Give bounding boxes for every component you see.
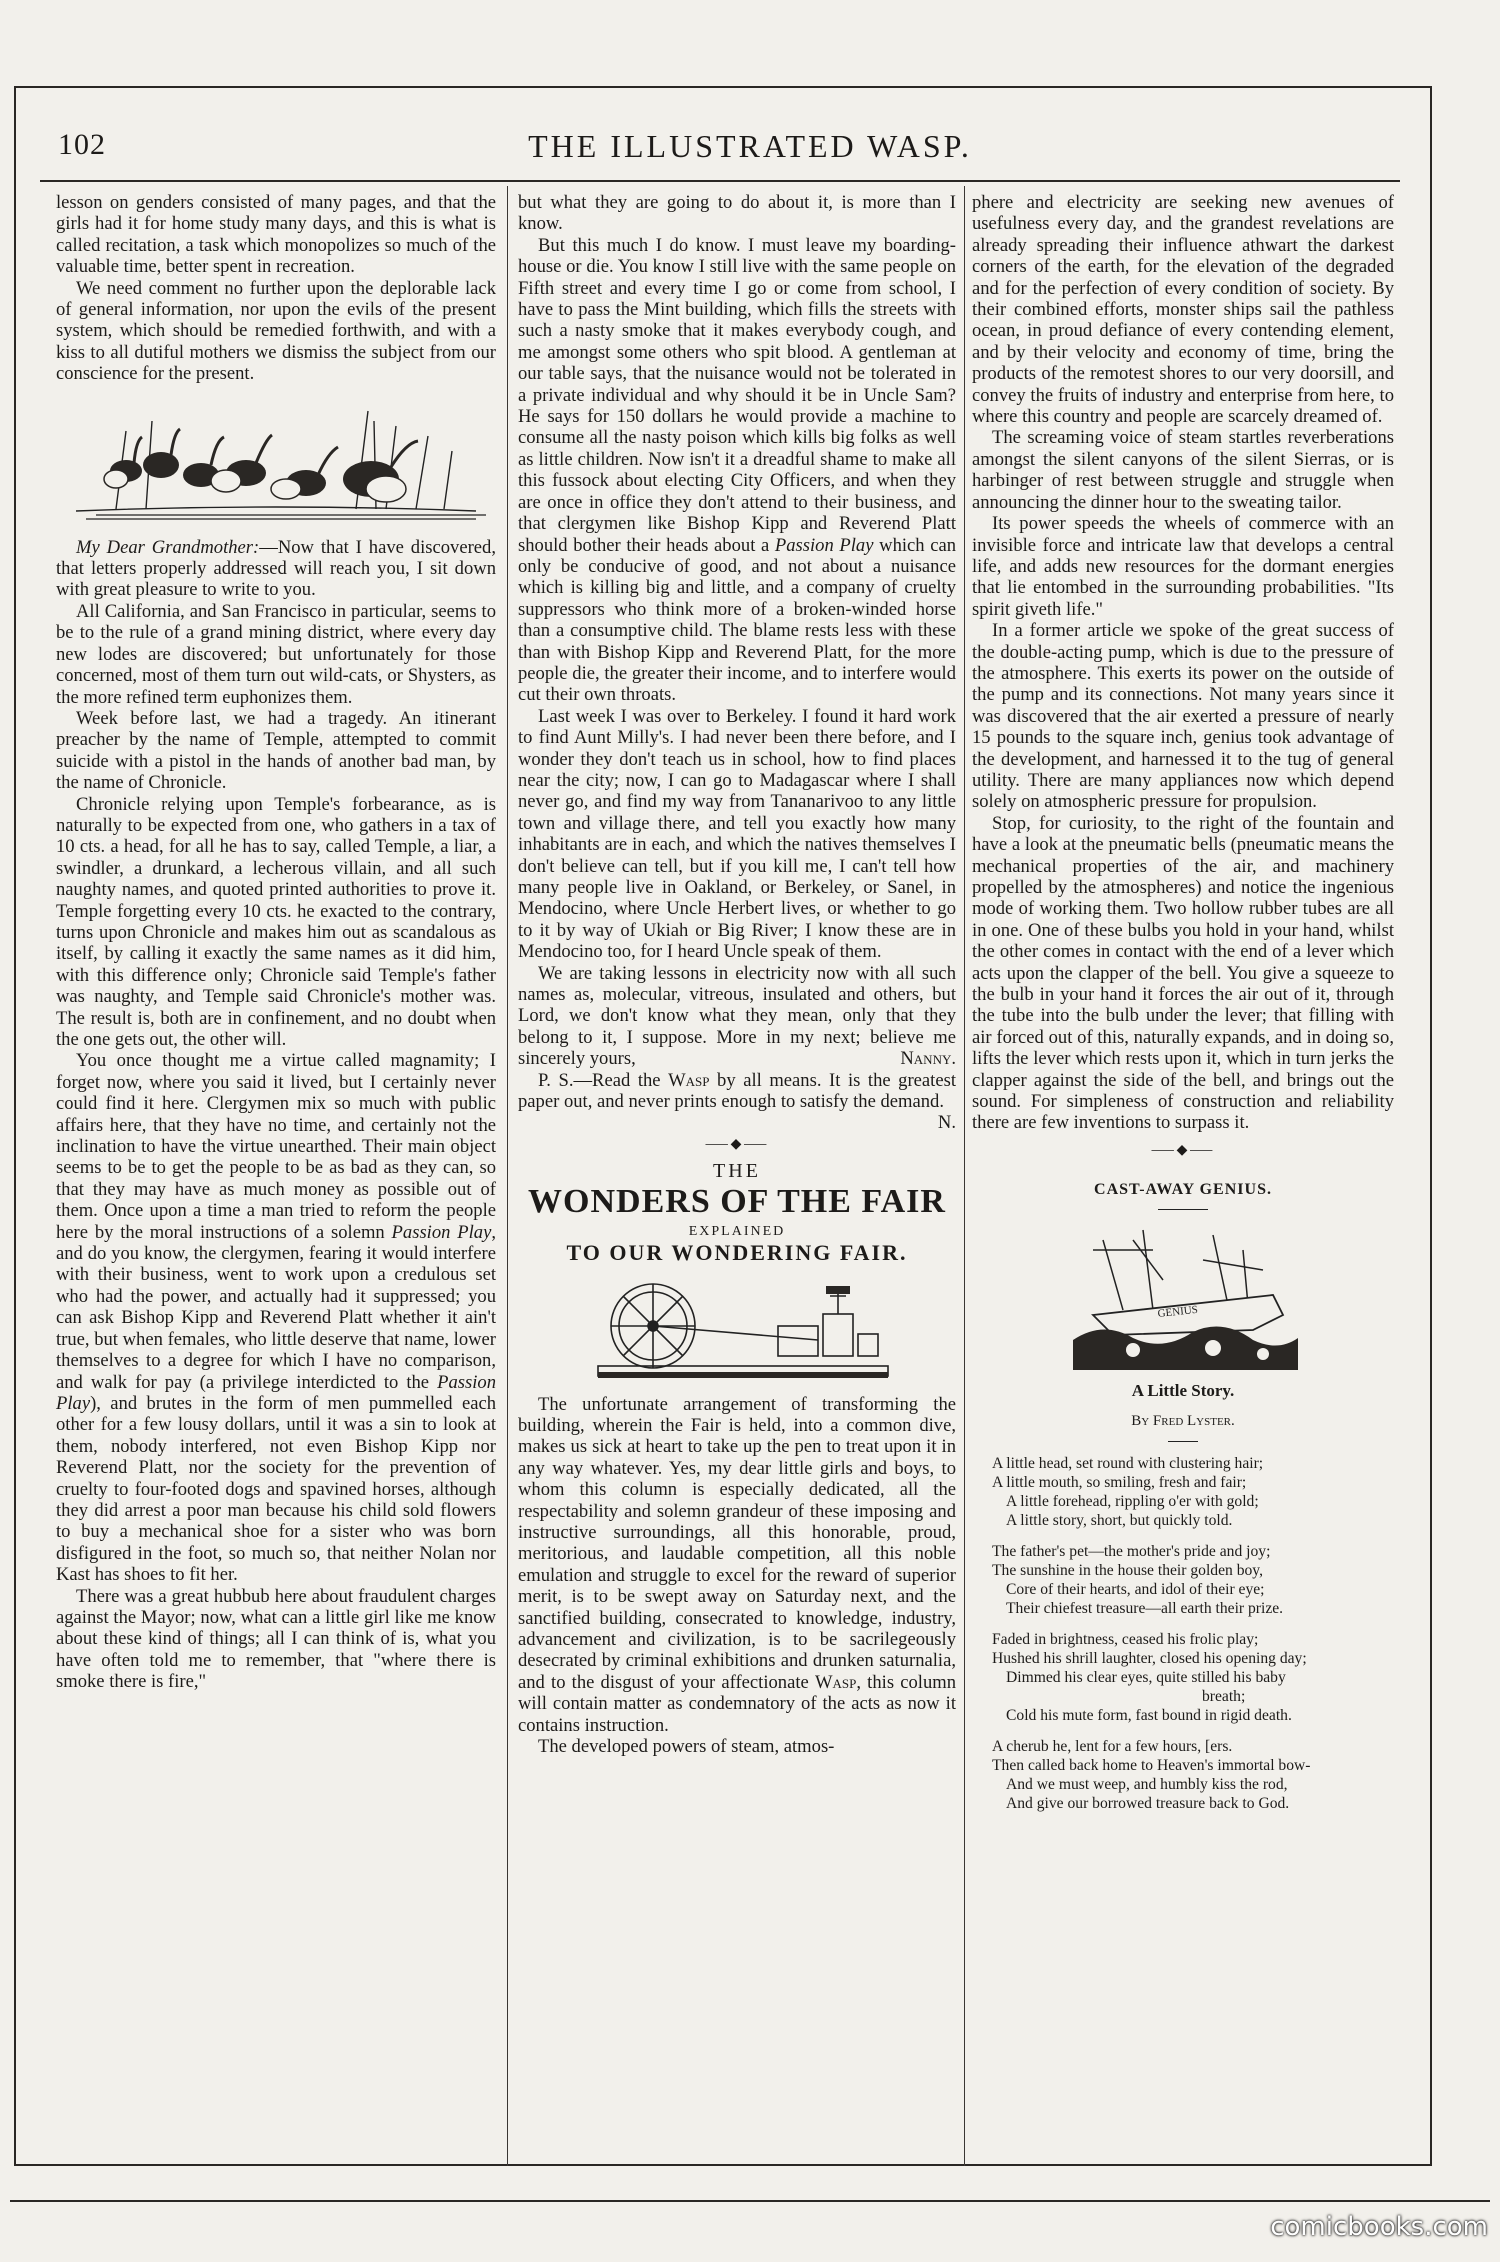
poem-line: And we must weep, and humbly kiss the rod, bbox=[1006, 1775, 1288, 1793]
text-run: Wasp bbox=[668, 1069, 710, 1091]
paragraph: All California, and San Francisco in particular, seems to be to the rule of a grand mining district, where every day new lodes are discovered; but unfortunately for those concerned, most of them turn out wild-cats, or Shysters, as the more refined term euphonizes them. bbox=[56, 600, 496, 708]
shipwreck-illustration bbox=[1063, 1220, 1303, 1370]
signature: Nanny. bbox=[900, 1048, 956, 1070]
paragraph: lesson on genders consisted of many pages, and that the girls had it for home study many days, and this is what is called recitation, a task which monopolizes so much of the valuable time, better spent in recreation. bbox=[56, 192, 496, 278]
short-rule bbox=[1158, 1209, 1208, 1210]
paragraph: Week before last, we had a tragedy. An itinerant preacher by the name of Temple, attempted to commit suicide with a pistol in the hands of another bad man, by the name of Chronicle. bbox=[56, 707, 496, 794]
text-run: Passion Play bbox=[774, 534, 874, 556]
poem-line: breath; bbox=[1202, 1687, 1246, 1705]
ps-signature: N. bbox=[937, 1112, 956, 1134]
text-run: ), and brutes in the form of men pummelled each other for a few lousy dollars, until it was a sin to look at them, nobody interfered, not even Bishop Kipp nor Reverend Platt, nor the society for the prevention of cruelty to four-footed dogs and spavined horses, although they did arrest a poor man because his child sold flowers to buy a mechanical shoe for a sister who was born disfigured in the foot, so much so, that neither Nolan nor Kast has shoes to fit her. bbox=[56, 1392, 496, 1586]
article-subtitle: TO OUR WONDERING FAIR. bbox=[566, 1240, 908, 1266]
separator: ⸺◆⸺ bbox=[1150, 1142, 1216, 1158]
text-run: , and do you know, the clergymen, fearing it would interfere with their business, went to work upon a credulous set who had the power, and actually had it suppressed; you can ask Bishop Kipp and Reverend Platt whether it ain't true, but when females, who little deserve that name, lower themselves to a degree for which I have no comparison, and walk for pay (a privilege interdicted to the bbox=[56, 1221, 496, 1393]
ship-label: GENIUS bbox=[1157, 1303, 1199, 1320]
article-title: WONDERS OF THE FAIR bbox=[528, 1182, 946, 1220]
byline: By Fred Lyster. bbox=[1131, 1413, 1235, 1430]
footer-rule bbox=[10, 2200, 1490, 2202]
poem-line: Cold his mute form, fast bound in rigid death. bbox=[1006, 1706, 1292, 1724]
machine-illustration bbox=[518, 1274, 956, 1382]
poem-line: The father's pet—the mother's pride and joy; bbox=[992, 1542, 1271, 1560]
poem-line: Hushed his shrill laughter, closed his opening day; bbox=[992, 1649, 1307, 1667]
poem-line: A little head, set round with clustering hair; bbox=[992, 1454, 1264, 1472]
text-run: , this column will contain matter as condemnatory of the acts as now it contains instruction. bbox=[518, 1671, 957, 1736]
paragraph: In a former article we spoke of the great success of the double-acting pump, which is due to the pressure of the atmosphere. This exerts its power on the outside of the pump and its connections. Not many years since it was discovered that the air exerted a pressure of nearly 15 pounds to the square inch, genius took advantage of the development, and harnessed it to the tug of general utility. There are many appliances now which depend solely on atmospheric pressure for propulsion. bbox=[972, 620, 1394, 813]
poem-stanza bbox=[992, 1542, 1394, 1618]
salutation: My Dear Grandmother: bbox=[76, 536, 260, 558]
separator: ⸺◆⸺ bbox=[704, 1136, 770, 1152]
text-run: But this much I do know. I must leave my boarding-house or die. You know I still live with the same people on Fifth street and every time I go or come from school, I have to pass the Mint building, which fills the streets with such a nasty smoke that it makes everybody cough, and me amongst some others who spit blood. A gentleman at our table says, that the nuisance would not be tolerated in a private individual and why should it be in Uncle Sam? He says for 150 dollars he would provide a machine to consume all the nasty poison which kills big folks as well as little children. Now isn't it a dreadful shame to make all this fussock about electing City Officers, and when they are once in office they don't attend to their business, and that clergymen like Bishop Kipp and Reverend Platt should bother their heads about a bbox=[518, 234, 956, 556]
page-header bbox=[0, 88, 1500, 164]
geese-illustration bbox=[56, 391, 496, 529]
poem-line: A little mouth, so smiling, fresh and fair; bbox=[992, 1473, 1247, 1491]
poem-line: A little forehead, rippling o'er with gold; bbox=[1006, 1492, 1259, 1510]
text-run: by all means. It is the greatest paper out, and never prints enough to satisfy the demand. bbox=[518, 1069, 956, 1113]
poem bbox=[972, 1454, 1394, 1813]
text-run: Passion Play bbox=[391, 1221, 492, 1243]
paragraph: but what they are going to do about it, is more than I know. bbox=[518, 192, 956, 235]
story-title: A Little Story. bbox=[1131, 1380, 1235, 1400]
poem-line: Faded in brightness, ceased his frolic play; bbox=[992, 1630, 1259, 1648]
poem-stanza bbox=[992, 1737, 1394, 1813]
masthead: THE ILLUSTRATED WASP. bbox=[528, 128, 972, 164]
page-number: 102 bbox=[58, 128, 106, 161]
text-run: P. S.—Read the bbox=[538, 1069, 669, 1091]
poem-line: And give our borrowed treasure back to God. bbox=[1006, 1794, 1290, 1812]
poem-stanza bbox=[992, 1454, 1394, 1530]
text-run: The unfortunate arrangement of transforming the building, wherein the Fair is held, into a common dive, makes us sick at heart to take up the pen to treat upon it in any way whatever. Yes, my dear little girls and boys, to whom this column is especially dedicated, all the respectability and solemn grandeur of these imposing and instructive surroundings, all this honorable, proud, meritorious, and laudable competition, all this noble emulation and struggle to excel for the reward of superior merit, is to be swept away on Saturday next, and the sanctified building, consecrated to knowledge, industry, advancement and civilization, is to be sacrilegeously desecrated by criminal exhibitions and drunken saturnalia, and to the disgust of your affectionate bbox=[518, 1393, 956, 1693]
paragraph: The screaming voice of steam startles reverberations amongst the silent canyons of the silent Sierras, or is harbinger of rest between struggle and struggle when announcing the dinner hour to the sweating tailor. bbox=[972, 427, 1394, 513]
poem-line: A cherub he, lent for a few hours, [ers. bbox=[992, 1737, 1233, 1755]
column-2 bbox=[518, 192, 956, 1757]
column-rule-1 bbox=[507, 186, 508, 2166]
paragraph: Chronicle relying upon Temple's forbearance, as is naturally to be expected from one, who gathers in a tax of 10 cts. a head, for all he has to say, called Temple, a liar, a swindler, a drunkard, a lecherous villain, and all such naughty names, and quoted printed authorities to prove it. Temple forgetting every 10 cts. he exacted to the contrary, turns upon Chronicle and makes him out as scandalous as itself, by calling it exactly the same names as it did him, with this difference only; Chronicle said Temple's father was naughty, and Temple said Chronicle's mother was. The result is, both are in confinement, and no doubt when the one gets out, the other will. bbox=[56, 793, 496, 1050]
short-rule bbox=[1168, 1441, 1198, 1442]
article-kicker: THE bbox=[713, 1160, 761, 1183]
paragraph: Its power speeds the wheels of commerce with an invisible force and intricate law that develops a central life, and adds new resources for the dormant energies that lie entombed in the surrounding probabilities. "Its spirit giveth life." bbox=[972, 513, 1394, 620]
poem-line: Then called back home to Heaven's immortal bow- bbox=[992, 1756, 1311, 1774]
paragraph: The developed powers of steam, atmos- bbox=[538, 1736, 835, 1757]
paragraph: phere and electricity are seeking new avenues of usefulness every day, and the grandest revelations are already spreading their influence athwart the darkest corners of the earth, for the elevation of the degraded and for the perfection of every condition of society. By their combined efforts, monster ships sail the pathless ocean, in proud defiance of every contending element, and by their velocity and economy of time, bring the products of the remotest shores to our very doorsill, and convey the fruits of industry and enterprise from here, to where this country and people are scarcely dreamed of. bbox=[972, 192, 1394, 428]
column-3 bbox=[972, 192, 1394, 1825]
paragraph: —Now that I have discovered, that letters properly addressed will reach you, I sit down with great pleasure to write to you. bbox=[56, 536, 496, 601]
castaway-title: CAST-AWAY GENIUS. bbox=[1094, 1181, 1272, 1199]
column-1 bbox=[56, 192, 496, 1693]
paragraph: Stop, for curiosity, to the right of the fountain and have a look at the pneumatic bells (pneumatic means the mechanical properties of the air, and machinery propelled by the atmospheres) and notice the ingenious mode of working them. Two hollow rubber tubes are all in one. One of these bulbs you hold in your hand, whilst the other comes in contact with the end of a lever which acts upon the clapper of the bell. You give a squeeze to the bulb in your hand it forces the air out of it, through the tube into the bulb under the lever; that filling with air forced out of this, naturally expands, and in doing so, lifts the lever which rests upon it, which in turn jerks the clapper against the side of the bell, and brings out the sound. For simpleness of construction and reliability there are few inventions to surpass it. bbox=[972, 812, 1394, 1134]
text-run: You once thought me a virtue called magnamity; I forget now, where you said it lived, but I certainly never could find it here. Clergymen mix so much with public affairs here, that they have no time, and certainly not the inclination to have the virtue unearthed. Their main object seems to be to get the people to be as bad as they can, so that they may have as much money as possible out of them. Once upon a time a man tried to reform the people here by the moral instructions of a solemn bbox=[56, 1050, 496, 1243]
paragraph: We need comment no further upon the deplorable lack of general information, nor upon the evils of the present system, which should be remedied forthwith, and with a kiss to all dutiful mothers we dismiss the subject from our conscience for the present. bbox=[56, 277, 496, 385]
header-rule bbox=[40, 180, 1400, 182]
text-run: We are taking lessons in electricity now with all such names as, molecular, vitreous, insulated and others, but Lord, we don't know what they mean, only that they belong to it, I suppose. More in my next; believe me sincerely yours, bbox=[518, 962, 956, 1070]
column-rule-2 bbox=[964, 186, 965, 2166]
poem-line: Core of their hearts, and idol of their eye; bbox=[1006, 1580, 1265, 1598]
watermark: comicbooks.com bbox=[1270, 2212, 1488, 2242]
poem-stanza bbox=[992, 1630, 1394, 1725]
poem-line: Their chiefest treasure—all earth their prize. bbox=[1006, 1599, 1284, 1617]
paragraph: There was a great hubbub here about fraudulent charges against the Mayor; now, what can a little girl like me know about these kind of things; all I can think of is, what you have often told me to remember, that "where there is smoke there is fire," bbox=[56, 1585, 496, 1693]
poem-line: Dimmed his clear eyes, quite stilled his baby bbox=[1006, 1668, 1286, 1686]
poem-line: A little story, short, but quickly told. bbox=[1006, 1511, 1233, 1529]
text-run: which can only be conducive of good, and not about a nuisance which is killing big and little, and a company of cruelty suppressors who think more of a broken-winded horse than a consumptive child. The blame rests less with these than with Bishop Kipp and Reverend Platt, for the more people die, the greater their income, and to interfere would cut their own throats. bbox=[518, 534, 957, 706]
text-run: Wasp bbox=[814, 1671, 857, 1693]
article-explained: EXPLAINED bbox=[688, 1223, 786, 1239]
text-run: Passion Play bbox=[56, 1371, 496, 1414]
paragraph: Last week I was over to Berkeley. I found it hard work to find Aunt Milly's. I had never been there before, and I wonder they don't teach us in school, how to find places near the city; now, I can go to Madagascar where I shall never go, and find my way from Tananarivoo to any little town and village there, and tell you exactly how many inhabitants are in each, and which the natives themselves I don't believe can tell, but if you kill me, I can't tell how many people live in Oakland, or Berkeley, or Sanel, in Mendocino, where Uncle Herbert lives, or whether to go to it by way of Ukiah or Big River; I know these are in Mendocino too, for I heard Uncle speak of them. bbox=[518, 705, 956, 963]
poem-line: The sunshine in the house their golden boy, bbox=[992, 1561, 1263, 1579]
